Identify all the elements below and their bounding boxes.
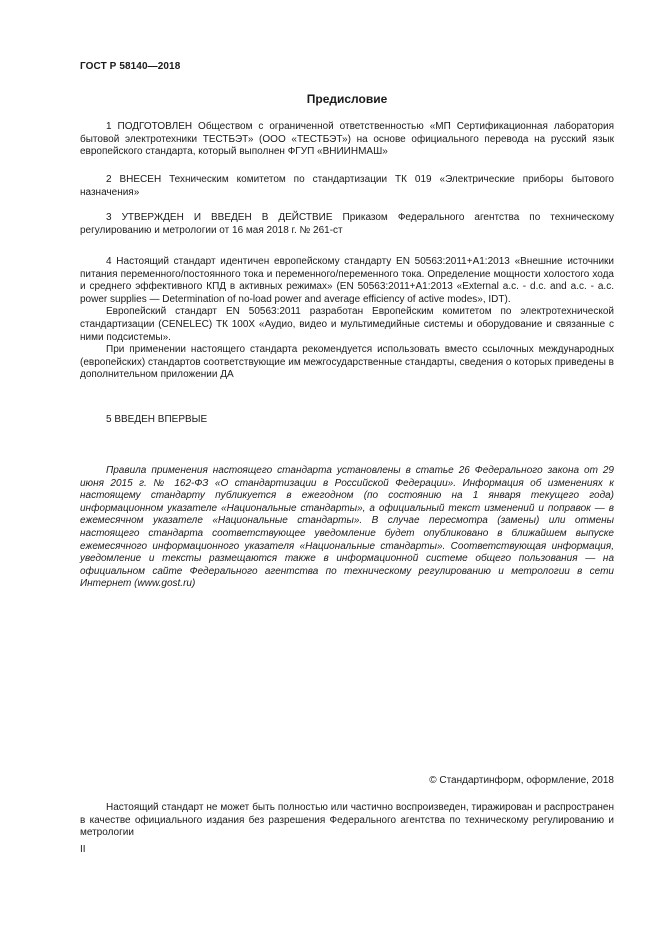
page-title: Предисловие [306, 92, 388, 106]
rules-notice: Правила применения настоящего стандарта установлены в статье 26 Федерального закона от 29 июня 2015 г. № 162-ФЗ «О стандартизации в Российской Федерации». Информация об изменениях к настоящему стандарту публикуется в ежегодном (по состоянию на 1 января текущего года) информационном указателе «Национальные стандарты», а официальный текст изменений и поправок — в ежемесячном указателе «Национальные стандарты». В случае пересмотра (замены) или отмены настоящего стандарта соответствующее уведомление будет опубликовано в ближайшем выпуске ежемесячного информационного указателя «Национальные стандарты». Соответствующая информация, уведомление и тексты размещаются также в информационной системе общего пользования — на официальном сайте Федерального агентства по техническому регулированию и метрологии в сети Интернет (www.gost.ru) [80, 465, 614, 590]
page-number: II [80, 844, 86, 855]
document-code: ГОСТ Р 58140—2018 [80, 61, 181, 72]
section-2 [80, 174, 614, 199]
reproduction-notice: Настоящий стандарт не может быть полностью или частично воспроизведен, тиражирован и распространен в качестве официального издания без разрешения Федерального агентства по техническому регулированию и метрологии [80, 802, 614, 839]
section-3-text: 3 УТВЕРЖДЕН И ВВЕДЕН В ДЕЙСТВИЕ Приказом Федерального агентства по техническому регулированию и метрологии от 16 мая 2018 г. № 261-ст [80, 212, 614, 236]
section-2-text: 2 ВНЕСЕН Техническим комитетом по стандартизации ТК 019 «Электрические приборы бытового назначения» [80, 174, 614, 198]
section-3 [80, 212, 614, 237]
section-1 [80, 121, 614, 159]
section-4-cenelec-text: Европейский стандарт EN 50563:2011 разработан Европейским комитетом по электротехнической стандартизации (CENELEC) ТК 100Х «Аудио, видео и мультимедийные системы и оборудование и связанные с ними подсистемы». [80, 306, 614, 343]
section-4 [80, 256, 614, 382]
section-1-text: 1 ПОДГОТОВЛЕН Обществом с ограниченной ответственностью «МП Сертификационная лаборатория бытовой электротехники ТЕСТБЭТ» (ООО «ТЕСТБЭТ») на основе официального перевода на русский язык европейского стандарта, который выполнен ФГУП «ВНИИНМАШ» [80, 121, 614, 158]
section-5 [80, 414, 614, 427]
section-5-text: 5 ВВЕДЕН ВПЕРВЫЕ [106, 414, 208, 425]
section-4-text: 4 Настоящий стандарт идентичен европейскому стандарту EN 50563:2011+A1:2013 «Внешние источники питания переменного/постоянного тока и переменного/переменного тока. Определение мощности холостого хода и среднего эффективного КПД в активных режимах» (EN 50563:2011+A1:2013 «External a.c. - d.c. and a.c. - a.c. power supplies — Determination of no-load power and average efficiency of active modes», IDT). [80, 256, 614, 305]
copyright-line: © Стандартинформ, оформление, 2018 [429, 775, 614, 786]
section-4-references-text: При применении настоящего стандарта рекомендуется использовать вместо ссылочных международных (европейских) стандартов соответствующие им межгосударственные стандарты, сведения о которых приведены в дополнительном приложении ДА [80, 344, 614, 381]
